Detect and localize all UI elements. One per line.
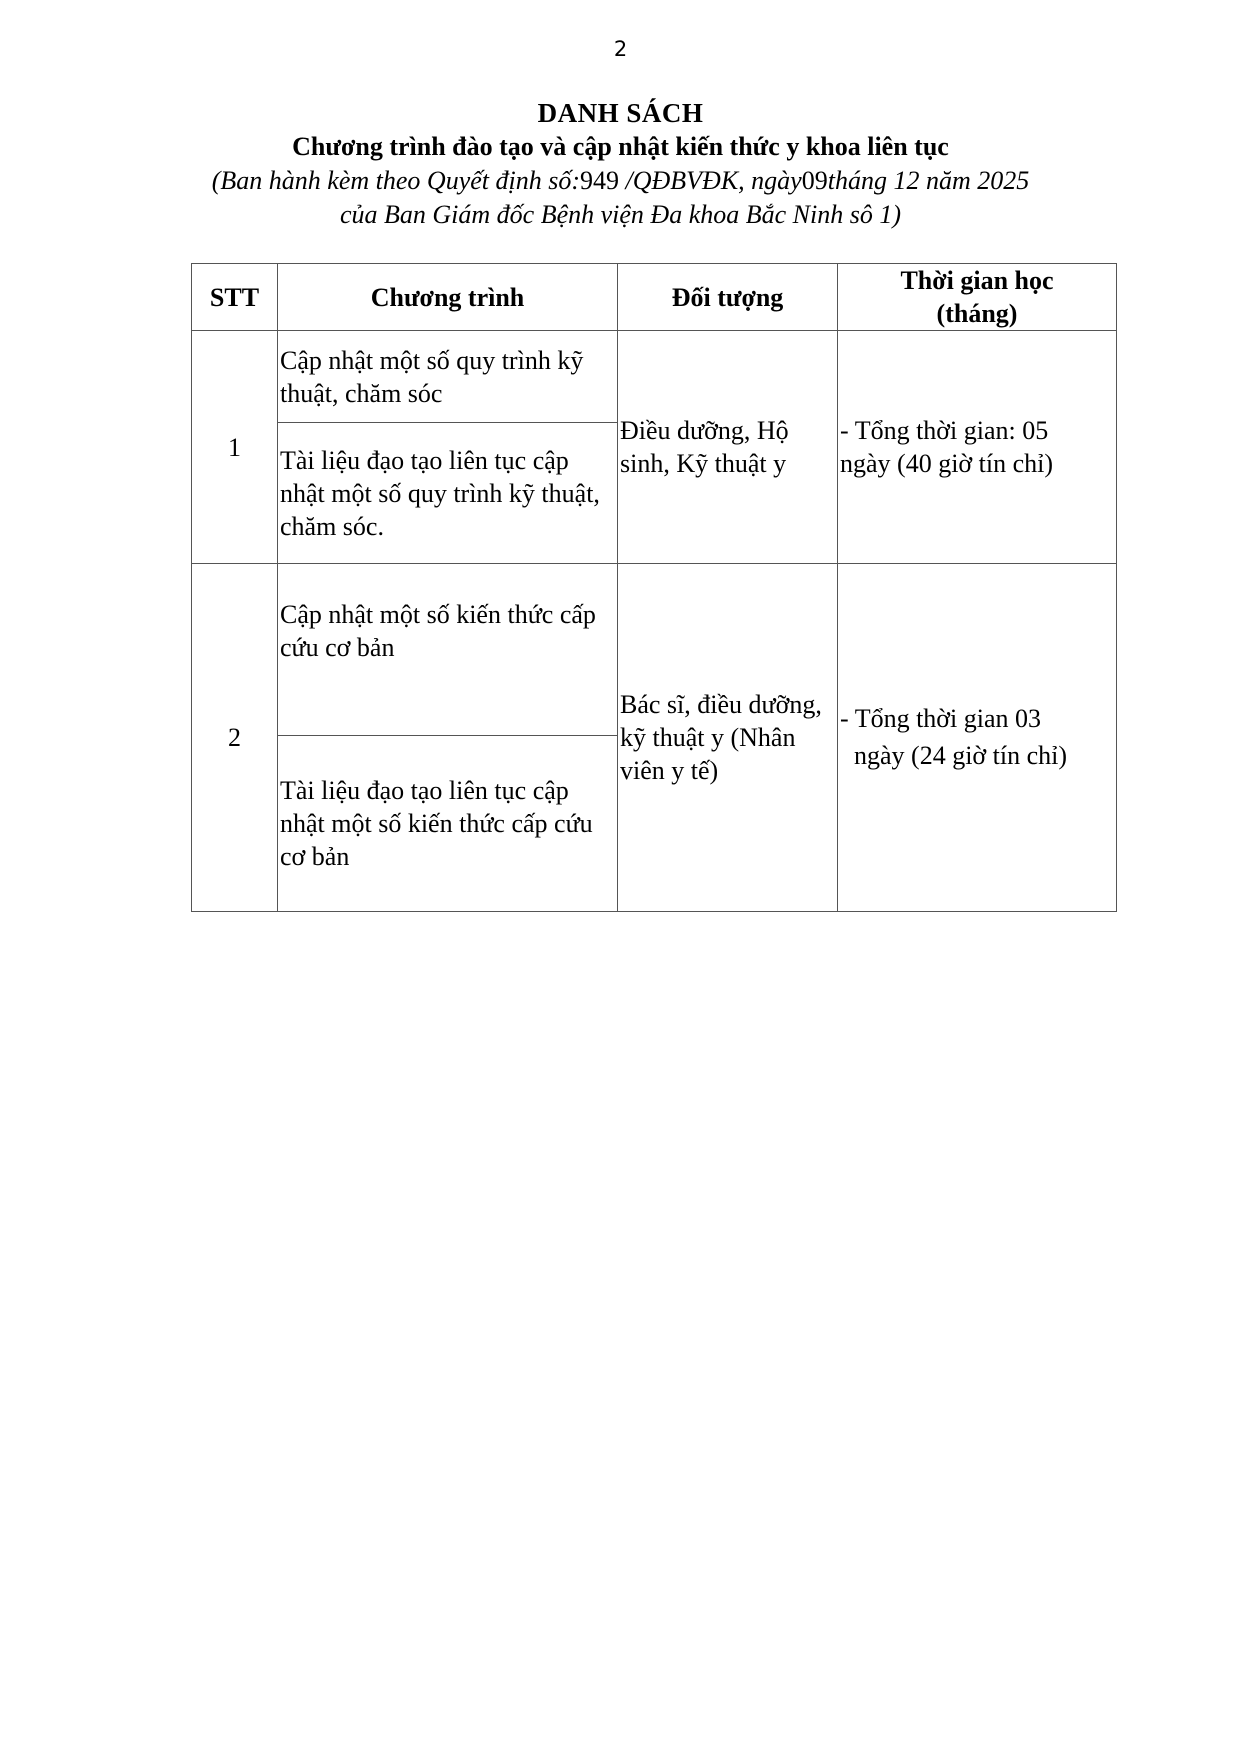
program-cell <box>278 563 618 736</box>
header-duration <box>838 264 1117 331</box>
page-number: 2 <box>613 37 628 61</box>
issuance-prefix: (Ban hành kèm theo Quyết định số: <box>211 166 581 195</box>
header-duration-line2: (tháng) <box>936 299 1018 329</box>
document-header <box>0 96 1241 232</box>
duration-cell <box>838 563 1117 911</box>
decision-number: 949 <box>580 166 620 195</box>
table-row <box>192 563 1117 736</box>
stt-cell: 1 <box>192 331 278 564</box>
stt-cell: 2 <box>192 563 278 911</box>
program-cell: Tài liệu đạo tạo liên tục cập nhật một số quy trình kỹ thuật, chăm sóc. <box>278 423 618 563</box>
header-duration-line1: Thời gian học <box>900 266 1054 296</box>
duration-line1: - Tổng thời gian 03 <box>840 704 1042 734</box>
duration-line2: ngày (24 giờ tín chỉ) <box>854 741 1068 771</box>
header-program: Chương trình <box>278 264 618 331</box>
duration-line2: ngày (40 giờ tín chỉ) <box>840 449 1054 479</box>
document-title: DANH SÁCH <box>537 98 704 128</box>
target-cell: Bác sĩ, điều dưỡng, kỹ thuật y (Nhân viên y tế) <box>618 563 838 911</box>
issuance-middle: /QĐBVĐK, ngày <box>619 166 802 195</box>
table-header-row <box>192 264 1117 331</box>
issuance-line <box>0 164 1241 198</box>
duration-line2-wrap <box>840 739 1114 772</box>
header-stt: STT <box>192 264 278 331</box>
document-subtitle: Chương trình đào tạo và cập nhật kiến thức y khoa liên tục <box>292 132 949 161</box>
duration-line1: - Tổng thời gian: 05 <box>840 416 1049 446</box>
target-cell: Điều dưỡng, Hộ sinh, Kỹ thuật y <box>618 331 838 564</box>
issuer-line: của Ban Giám đốc Bệnh viện Đa khoa Bắc Ninh sô 1) <box>339 200 902 229</box>
duration-cell <box>838 331 1117 564</box>
table-row <box>192 331 1117 423</box>
program-cell: Tài liệu đạo tạo liên tục cập nhật một số kiến thức cấp cứu cơ bản <box>278 736 618 912</box>
program-cell: Cập nhật một số quy trình kỹ thuật, chăm sóc <box>278 331 618 423</box>
header-target: Đối tượng <box>618 264 838 331</box>
program-text: Cập nhật một số kiến thức cấp cứu cơ bản <box>280 599 596 662</box>
issuance-date-rest: tháng 12 năm 2025 <box>827 166 1030 195</box>
program-table <box>191 263 1117 912</box>
issuance-day: 09 <box>801 166 828 195</box>
